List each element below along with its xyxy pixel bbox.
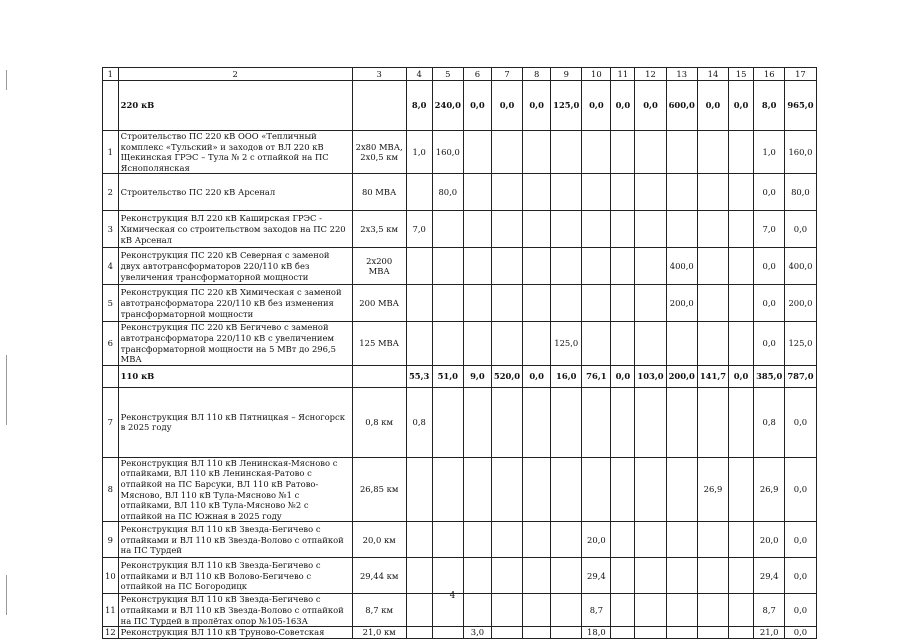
value-cell bbox=[523, 522, 551, 558]
value-cell: 21,0 bbox=[754, 627, 785, 639]
value-cell bbox=[729, 558, 754, 594]
project-name: 110 кВ bbox=[118, 365, 352, 387]
value-cell: 787,0 bbox=[785, 365, 816, 387]
value-cell: 0,0 bbox=[785, 627, 816, 639]
value-cell bbox=[666, 522, 697, 558]
value-cell: 51,0 bbox=[432, 365, 463, 387]
value-cell: 55,3 bbox=[406, 365, 432, 387]
value-cell bbox=[432, 558, 463, 594]
value-cell: 9,0 bbox=[463, 365, 491, 387]
value-cell bbox=[666, 174, 697, 211]
value-cell bbox=[611, 457, 635, 522]
value-cell bbox=[491, 558, 522, 594]
value-cell bbox=[432, 285, 463, 322]
value-cell bbox=[523, 285, 551, 322]
value-cell: 0,8 bbox=[754, 387, 785, 457]
value-cell: 20,0 bbox=[582, 522, 611, 558]
value-cell bbox=[635, 211, 666, 248]
row-number: 12 bbox=[103, 627, 119, 639]
value-cell bbox=[523, 627, 551, 639]
value-cell bbox=[523, 211, 551, 248]
value-cell: 965,0 bbox=[785, 81, 816, 131]
value-cell bbox=[406, 558, 432, 594]
value-cell bbox=[729, 522, 754, 558]
value-cell: 125,0 bbox=[551, 81, 582, 131]
value-cell: 0,8 bbox=[406, 387, 432, 457]
project-name: Реконструкция ПС 220 кВ Химическая с заменой автотрансформатора 220/110 кВ без изменения трансформаторной мощности bbox=[118, 285, 352, 322]
value-cell bbox=[611, 387, 635, 457]
project-name: Строительство ПС 220 кВ Арсенал bbox=[118, 174, 352, 211]
value-cell bbox=[406, 522, 432, 558]
value-cell: 80,0 bbox=[785, 174, 816, 211]
column-header: 1 bbox=[103, 68, 119, 81]
value-cell: 16,0 bbox=[551, 365, 582, 387]
table-row bbox=[103, 131, 817, 174]
capacity-cell: 200 МВА bbox=[352, 285, 406, 322]
project-name: Реконструкция ВЛ 110 кВ Пятницкая – Ясногорск в 2025 году bbox=[118, 387, 352, 457]
value-cell: 0,0 bbox=[754, 248, 785, 285]
page-number: 4 bbox=[449, 591, 456, 601]
value-cell bbox=[666, 322, 697, 365]
table-row bbox=[103, 248, 817, 285]
value-cell bbox=[666, 558, 697, 594]
value-cell bbox=[463, 387, 491, 457]
value-cell bbox=[729, 131, 754, 174]
value-cell bbox=[551, 387, 582, 457]
value-cell bbox=[406, 457, 432, 522]
value-cell bbox=[697, 558, 728, 594]
value-cell: 7,0 bbox=[406, 211, 432, 248]
value-cell bbox=[551, 285, 582, 322]
value-cell: 0,0 bbox=[729, 81, 754, 131]
value-cell bbox=[406, 322, 432, 365]
capacity-cell: 125 МВА bbox=[352, 322, 406, 365]
value-cell bbox=[551, 522, 582, 558]
row-number: 7 bbox=[103, 387, 119, 457]
value-cell: 0,0 bbox=[785, 457, 816, 522]
value-cell: 0,0 bbox=[785, 558, 816, 594]
value-cell: 26,9 bbox=[754, 457, 785, 522]
value-cell bbox=[611, 248, 635, 285]
section-row bbox=[103, 81, 817, 131]
project-name: 220 кВ bbox=[118, 81, 352, 131]
value-cell bbox=[729, 322, 754, 365]
capacity-cell: 8,7 км bbox=[352, 594, 406, 627]
investment-table bbox=[102, 67, 817, 639]
project-name: Реконструкция ВЛ 110 кВ Звезда-Бегичево с отпайками и ВЛ 110 кВ Звезда-Волово с отпайкой на ПС Турдей bbox=[118, 522, 352, 558]
value-cell bbox=[729, 285, 754, 322]
value-cell bbox=[729, 174, 754, 211]
value-cell bbox=[697, 211, 728, 248]
row-number: 6 bbox=[103, 322, 119, 365]
value-cell: 8,7 bbox=[754, 594, 785, 627]
value-cell: 240,0 bbox=[432, 81, 463, 131]
value-cell bbox=[491, 131, 522, 174]
value-cell: 0,0 bbox=[785, 387, 816, 457]
value-cell bbox=[406, 248, 432, 285]
value-cell bbox=[611, 174, 635, 211]
value-cell bbox=[729, 248, 754, 285]
value-cell: 8,0 bbox=[754, 81, 785, 131]
value-cell: 400,0 bbox=[666, 248, 697, 285]
row-number bbox=[103, 81, 119, 131]
value-cell: 200,0 bbox=[666, 285, 697, 322]
value-cell bbox=[582, 285, 611, 322]
table-header-row bbox=[103, 68, 817, 81]
value-cell: 1,0 bbox=[406, 131, 432, 174]
value-cell bbox=[635, 457, 666, 522]
value-cell bbox=[635, 522, 666, 558]
column-header: 11 bbox=[611, 68, 635, 81]
value-cell: 0,0 bbox=[785, 522, 816, 558]
value-cell bbox=[406, 285, 432, 322]
value-cell: 1,0 bbox=[754, 131, 785, 174]
value-cell bbox=[666, 457, 697, 522]
value-cell: 0,0 bbox=[754, 285, 785, 322]
value-cell bbox=[635, 627, 666, 639]
value-cell bbox=[551, 457, 582, 522]
value-cell bbox=[697, 174, 728, 211]
value-cell bbox=[697, 627, 728, 639]
value-cell: 0,0 bbox=[729, 365, 754, 387]
value-cell bbox=[729, 387, 754, 457]
value-cell bbox=[697, 285, 728, 322]
row-number: 9 bbox=[103, 522, 119, 558]
value-cell bbox=[523, 457, 551, 522]
capacity-cell: 80 МВА bbox=[352, 174, 406, 211]
value-cell: 18,0 bbox=[582, 627, 611, 639]
value-cell bbox=[635, 248, 666, 285]
column-header: 16 bbox=[754, 68, 785, 81]
column-header: 2 bbox=[118, 68, 352, 81]
table-row bbox=[103, 387, 817, 457]
value-cell bbox=[582, 131, 611, 174]
value-cell bbox=[635, 131, 666, 174]
capacity-cell: 0,8 км bbox=[352, 387, 406, 457]
value-cell bbox=[611, 322, 635, 365]
value-cell bbox=[491, 285, 522, 322]
value-cell: 160,0 bbox=[432, 131, 463, 174]
value-cell bbox=[697, 387, 728, 457]
value-cell: 3,0 bbox=[463, 627, 491, 639]
value-cell bbox=[523, 322, 551, 365]
project-name: Реконструкция ПС 220 кВ Бегичево с заменой автотрансформатора 220/110 кВ с увеличением трансформаторной мощности на 5 МВт до 296,5 МВА bbox=[118, 322, 352, 365]
value-cell bbox=[463, 558, 491, 594]
column-header: 3 bbox=[352, 68, 406, 81]
value-cell bbox=[491, 522, 522, 558]
value-cell bbox=[611, 522, 635, 558]
value-cell: 600,0 bbox=[666, 81, 697, 131]
project-name: Реконструкция ВЛ 110 кВ Труново-Советская bbox=[118, 627, 352, 639]
column-header: 14 bbox=[697, 68, 728, 81]
value-cell bbox=[666, 211, 697, 248]
value-cell: 76,1 bbox=[582, 365, 611, 387]
project-name: Реконструкция ВЛ 110 кВ Звезда-Бегичево с отпайками и ВЛ 110 кВ Волово-Бегичево с отпайкой на ПС Богородицк bbox=[118, 558, 352, 594]
value-cell: 29,4 bbox=[582, 558, 611, 594]
project-name: Реконструкция ПС 220 кВ Северная с заменой двух автотрансформаторов 220/110 кВ без увеличения трансформаторной мощности bbox=[118, 248, 352, 285]
value-cell bbox=[582, 322, 611, 365]
value-cell: 0,0 bbox=[785, 211, 816, 248]
value-cell: 160,0 bbox=[785, 131, 816, 174]
column-header: 9 bbox=[551, 68, 582, 81]
value-cell: 103,0 bbox=[635, 365, 666, 387]
value-cell: 385,0 bbox=[754, 365, 785, 387]
value-cell bbox=[463, 211, 491, 248]
table-row bbox=[103, 457, 817, 522]
value-cell: 400,0 bbox=[785, 248, 816, 285]
value-cell bbox=[491, 211, 522, 248]
value-cell bbox=[697, 131, 728, 174]
value-cell bbox=[635, 174, 666, 211]
value-cell bbox=[582, 248, 611, 285]
table-row bbox=[103, 627, 817, 639]
row-number: 5 bbox=[103, 285, 119, 322]
value-cell bbox=[523, 248, 551, 285]
left-edge-line bbox=[6, 355, 7, 425]
value-cell bbox=[551, 174, 582, 211]
column-header: 15 bbox=[729, 68, 754, 81]
value-cell bbox=[582, 211, 611, 248]
value-cell bbox=[463, 522, 491, 558]
value-cell: 7,0 bbox=[754, 211, 785, 248]
project-name: Строительство ПС 220 кВ ООО «Тепличный комплекс «Тульский» и заходов от ВЛ 220 кВ Щекинская ГРЭС – Тула № 2 с отпайкой на ПС Яснополянская bbox=[118, 131, 352, 174]
value-cell bbox=[432, 627, 463, 639]
project-name: Реконструкция ВЛ 110 кВ Звезда-Бегичево с отпайками и ВЛ 110 кВ Звезда-Волово с отпайкой на ПС Турдей в пролётах опор №105-163А bbox=[118, 594, 352, 627]
value-cell bbox=[582, 387, 611, 457]
column-header: 6 bbox=[463, 68, 491, 81]
value-cell bbox=[406, 174, 432, 211]
value-cell bbox=[666, 627, 697, 639]
row-number: 4 bbox=[103, 248, 119, 285]
value-cell: 80,0 bbox=[432, 174, 463, 211]
value-cell bbox=[635, 387, 666, 457]
value-cell bbox=[635, 285, 666, 322]
capacity-cell bbox=[352, 365, 406, 387]
row-number bbox=[103, 365, 119, 387]
capacity-cell: 29,44 км bbox=[352, 558, 406, 594]
value-cell: 26,9 bbox=[697, 457, 728, 522]
value-cell bbox=[491, 248, 522, 285]
value-cell bbox=[523, 174, 551, 211]
value-cell bbox=[523, 387, 551, 457]
value-cell bbox=[463, 457, 491, 522]
value-cell: 0,0 bbox=[611, 365, 635, 387]
column-header: 12 bbox=[635, 68, 666, 81]
column-header: 5 bbox=[432, 68, 463, 81]
value-cell: 141,7 bbox=[697, 365, 728, 387]
value-cell bbox=[551, 627, 582, 639]
value-cell: 0,0 bbox=[635, 81, 666, 131]
value-cell bbox=[551, 211, 582, 248]
value-cell bbox=[491, 387, 522, 457]
row-number: 1 bbox=[103, 131, 119, 174]
table-row bbox=[103, 522, 817, 558]
value-cell: 20,0 bbox=[754, 522, 785, 558]
capacity-cell bbox=[352, 81, 406, 131]
value-cell: 0,0 bbox=[491, 81, 522, 131]
row-number: 2 bbox=[103, 174, 119, 211]
row-number: 10 bbox=[103, 558, 119, 594]
value-cell: 0,0 bbox=[785, 594, 816, 627]
project-name: Реконструкция ВЛ 220 кВ Каширская ГРЭС - Химическая со строительством заходов на ПС 220 кВ Арсенал bbox=[118, 211, 352, 248]
value-cell bbox=[406, 627, 432, 639]
value-cell bbox=[432, 522, 463, 558]
value-cell: 0,0 bbox=[523, 365, 551, 387]
value-cell bbox=[582, 457, 611, 522]
value-cell bbox=[611, 131, 635, 174]
value-cell bbox=[523, 131, 551, 174]
value-cell bbox=[463, 285, 491, 322]
value-cell bbox=[463, 174, 491, 211]
value-cell: 29,4 bbox=[754, 558, 785, 594]
value-cell: 0,0 bbox=[463, 81, 491, 131]
table-row bbox=[103, 322, 817, 365]
value-cell bbox=[729, 211, 754, 248]
table-row bbox=[103, 211, 817, 248]
column-header: 17 bbox=[785, 68, 816, 81]
value-cell bbox=[491, 174, 522, 211]
capacity-cell: 2х3,5 км bbox=[352, 211, 406, 248]
left-edge-line bbox=[6, 70, 7, 90]
table-row bbox=[103, 174, 817, 211]
value-cell bbox=[523, 558, 551, 594]
value-cell bbox=[666, 387, 697, 457]
value-cell: 200,0 bbox=[666, 365, 697, 387]
value-cell bbox=[491, 627, 522, 639]
value-cell bbox=[432, 248, 463, 285]
value-cell bbox=[697, 522, 728, 558]
value-cell bbox=[551, 248, 582, 285]
value-cell bbox=[666, 131, 697, 174]
project-name: Реконструкция ВЛ 110 кВ Ленинская-Мясново с отпайками, ВЛ 110 кВ Ленинская-Ратово с отпайкой на ПС Барсуки, ВЛ 110 кВ Ратово- Мясново, ВЛ 110 кВ Тула-Мясново №1 с отпайками, ВЛ 110 кВ Тула-Мясново №2 с отпайкой на ПС Южная в 2025 году bbox=[118, 457, 352, 522]
value-cell bbox=[635, 322, 666, 365]
value-cell bbox=[635, 558, 666, 594]
row-number: 3 bbox=[103, 211, 119, 248]
value-cell: 200,0 bbox=[785, 285, 816, 322]
value-cell bbox=[611, 211, 635, 248]
value-cell: 125,0 bbox=[785, 322, 816, 365]
value-cell: 125,0 bbox=[551, 322, 582, 365]
capacity-cell: 26,85 км bbox=[352, 457, 406, 522]
value-cell bbox=[463, 322, 491, 365]
value-cell: 8,0 bbox=[406, 81, 432, 131]
value-cell bbox=[491, 457, 522, 522]
value-cell: 0,0 bbox=[523, 81, 551, 131]
table-row bbox=[103, 285, 817, 322]
value-cell bbox=[697, 248, 728, 285]
value-cell bbox=[432, 457, 463, 522]
value-cell bbox=[611, 285, 635, 322]
table-row bbox=[103, 558, 817, 594]
column-header: 4 bbox=[406, 68, 432, 81]
value-cell bbox=[611, 558, 635, 594]
value-cell bbox=[463, 248, 491, 285]
value-cell: 0,0 bbox=[582, 81, 611, 131]
value-cell bbox=[729, 627, 754, 639]
value-cell: 0,0 bbox=[611, 81, 635, 131]
column-header: 8 bbox=[523, 68, 551, 81]
value-cell bbox=[491, 322, 522, 365]
column-header: 10 bbox=[582, 68, 611, 81]
value-cell bbox=[432, 322, 463, 365]
value-cell bbox=[551, 558, 582, 594]
value-cell bbox=[432, 211, 463, 248]
row-number: 11 bbox=[103, 594, 119, 627]
column-header: 13 bbox=[666, 68, 697, 81]
value-cell bbox=[551, 131, 582, 174]
row-number: 8 bbox=[103, 457, 119, 522]
section-row bbox=[103, 365, 817, 387]
value-cell: 0,0 bbox=[754, 322, 785, 365]
value-cell bbox=[432, 387, 463, 457]
value-cell: 0,0 bbox=[754, 174, 785, 211]
value-cell bbox=[582, 174, 611, 211]
value-cell: 0,0 bbox=[697, 81, 728, 131]
value-cell bbox=[463, 131, 491, 174]
capacity-cell: 2х200 МВА bbox=[352, 248, 406, 285]
value-cell bbox=[697, 322, 728, 365]
value-cell bbox=[729, 457, 754, 522]
capacity-cell: 20,0 км bbox=[352, 522, 406, 558]
value-cell: 8,7 bbox=[582, 594, 611, 627]
capacity-cell: 21,0 км bbox=[352, 627, 406, 639]
value-cell bbox=[611, 627, 635, 639]
value-cell: 520,0 bbox=[491, 365, 522, 387]
column-header: 7 bbox=[491, 68, 522, 81]
capacity-cell: 2х80 МВА, 2х0,5 км bbox=[352, 131, 406, 174]
